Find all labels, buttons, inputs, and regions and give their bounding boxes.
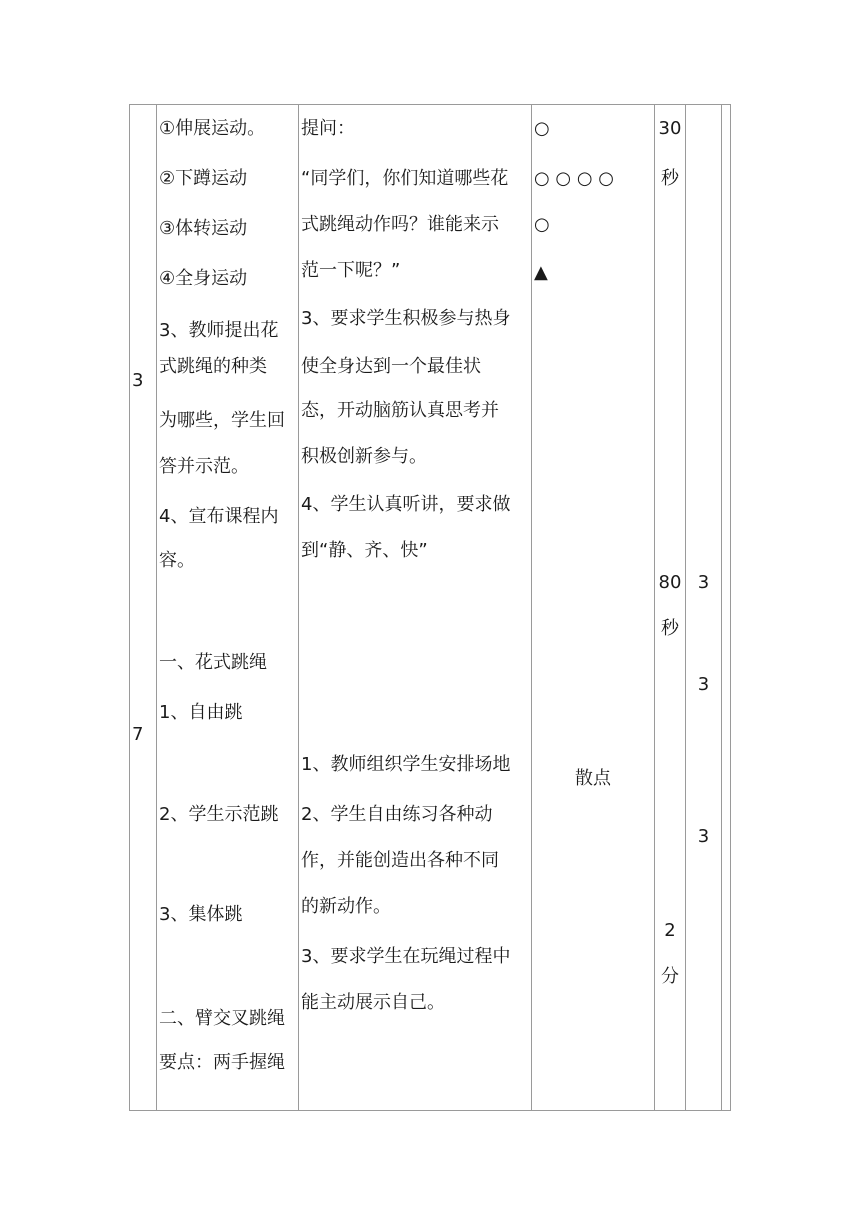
content-line: 一、花式跳绳 xyxy=(159,652,267,673)
count-value: 3 xyxy=(697,572,710,593)
time-value: 2 xyxy=(664,920,676,941)
method-line: 范一下呢？” xyxy=(301,260,401,281)
count-value: 3 xyxy=(697,674,710,695)
content-line: 3、教师提出花 xyxy=(159,320,279,341)
column-divider xyxy=(685,105,686,1110)
column-divider xyxy=(654,105,655,1110)
method-line: 积极创新参与。 xyxy=(301,446,427,467)
time-value: 30 xyxy=(658,118,682,139)
content-line: 2、学生示范跳 xyxy=(159,804,279,825)
method-line: 态，开动脑筋认真思考并 xyxy=(301,400,499,421)
content-line: ③体转运动 xyxy=(159,218,248,239)
formation-label: 散点 xyxy=(575,768,611,789)
lesson-plan-table xyxy=(129,104,731,1111)
method-line: 3、要求学生在玩绳过程中 xyxy=(301,946,511,967)
content-line: 为哪些，学生回 xyxy=(159,410,285,431)
method-line: 作，并能创造出各种不同 xyxy=(301,850,499,871)
formation-line: ○ xyxy=(534,214,550,235)
content-line: 要点：两手握绳 xyxy=(159,1052,285,1073)
method-line: 能主动展示自己。 xyxy=(301,992,445,1013)
content-line: 答并示范。 xyxy=(159,456,249,477)
method-line: 式跳绳动作吗？谁能来示 xyxy=(301,214,499,235)
method-line: “同学们，你们知道哪些花 xyxy=(301,168,509,189)
time-unit: 秒 xyxy=(661,618,679,639)
time-unit: 分 xyxy=(661,966,679,987)
section-number: 3 xyxy=(132,370,144,391)
content-line: ②下蹲运动 xyxy=(159,168,248,189)
method-line: 3、要求学生积极参与热身 xyxy=(301,308,511,329)
content-line: ④全身运动 xyxy=(159,268,248,289)
formation-line: ○ ○ ○ ○ xyxy=(534,168,614,189)
content-line: 3、集体跳 xyxy=(159,904,243,925)
method-line: 1、教师组织学生安排场地 xyxy=(301,754,511,775)
method-line: 的新动作。 xyxy=(301,896,391,917)
content-line: 式跳绳的种类 xyxy=(159,356,267,377)
time-value: 80 xyxy=(658,572,682,593)
method-line: 2、学生自由练习各种动 xyxy=(301,804,493,825)
time-unit: 秒 xyxy=(661,168,679,189)
count-value: 3 xyxy=(697,826,710,847)
section-number: 7 xyxy=(132,724,144,745)
column-divider xyxy=(298,105,299,1110)
content-line: 1、自由跳 xyxy=(159,702,243,723)
formation-line: ○ xyxy=(534,118,550,139)
content-line: ①伸展运动。 xyxy=(159,118,266,139)
content-line: 4、宣布课程内 xyxy=(159,506,279,527)
method-line: 提问： xyxy=(301,118,355,139)
content-line: 二、臂交叉跳绳 xyxy=(159,1008,285,1029)
content-line: 容。 xyxy=(159,550,195,571)
column-divider xyxy=(721,105,722,1110)
formation-line: ▲ xyxy=(534,262,548,283)
column-divider xyxy=(156,105,157,1110)
method-line: 到“静、齐、快” xyxy=(301,540,428,561)
method-line: 使全身达到一个最佳状 xyxy=(301,356,481,377)
column-divider xyxy=(531,105,532,1110)
method-line: 4、学生认真听讲，要求做 xyxy=(301,494,511,515)
